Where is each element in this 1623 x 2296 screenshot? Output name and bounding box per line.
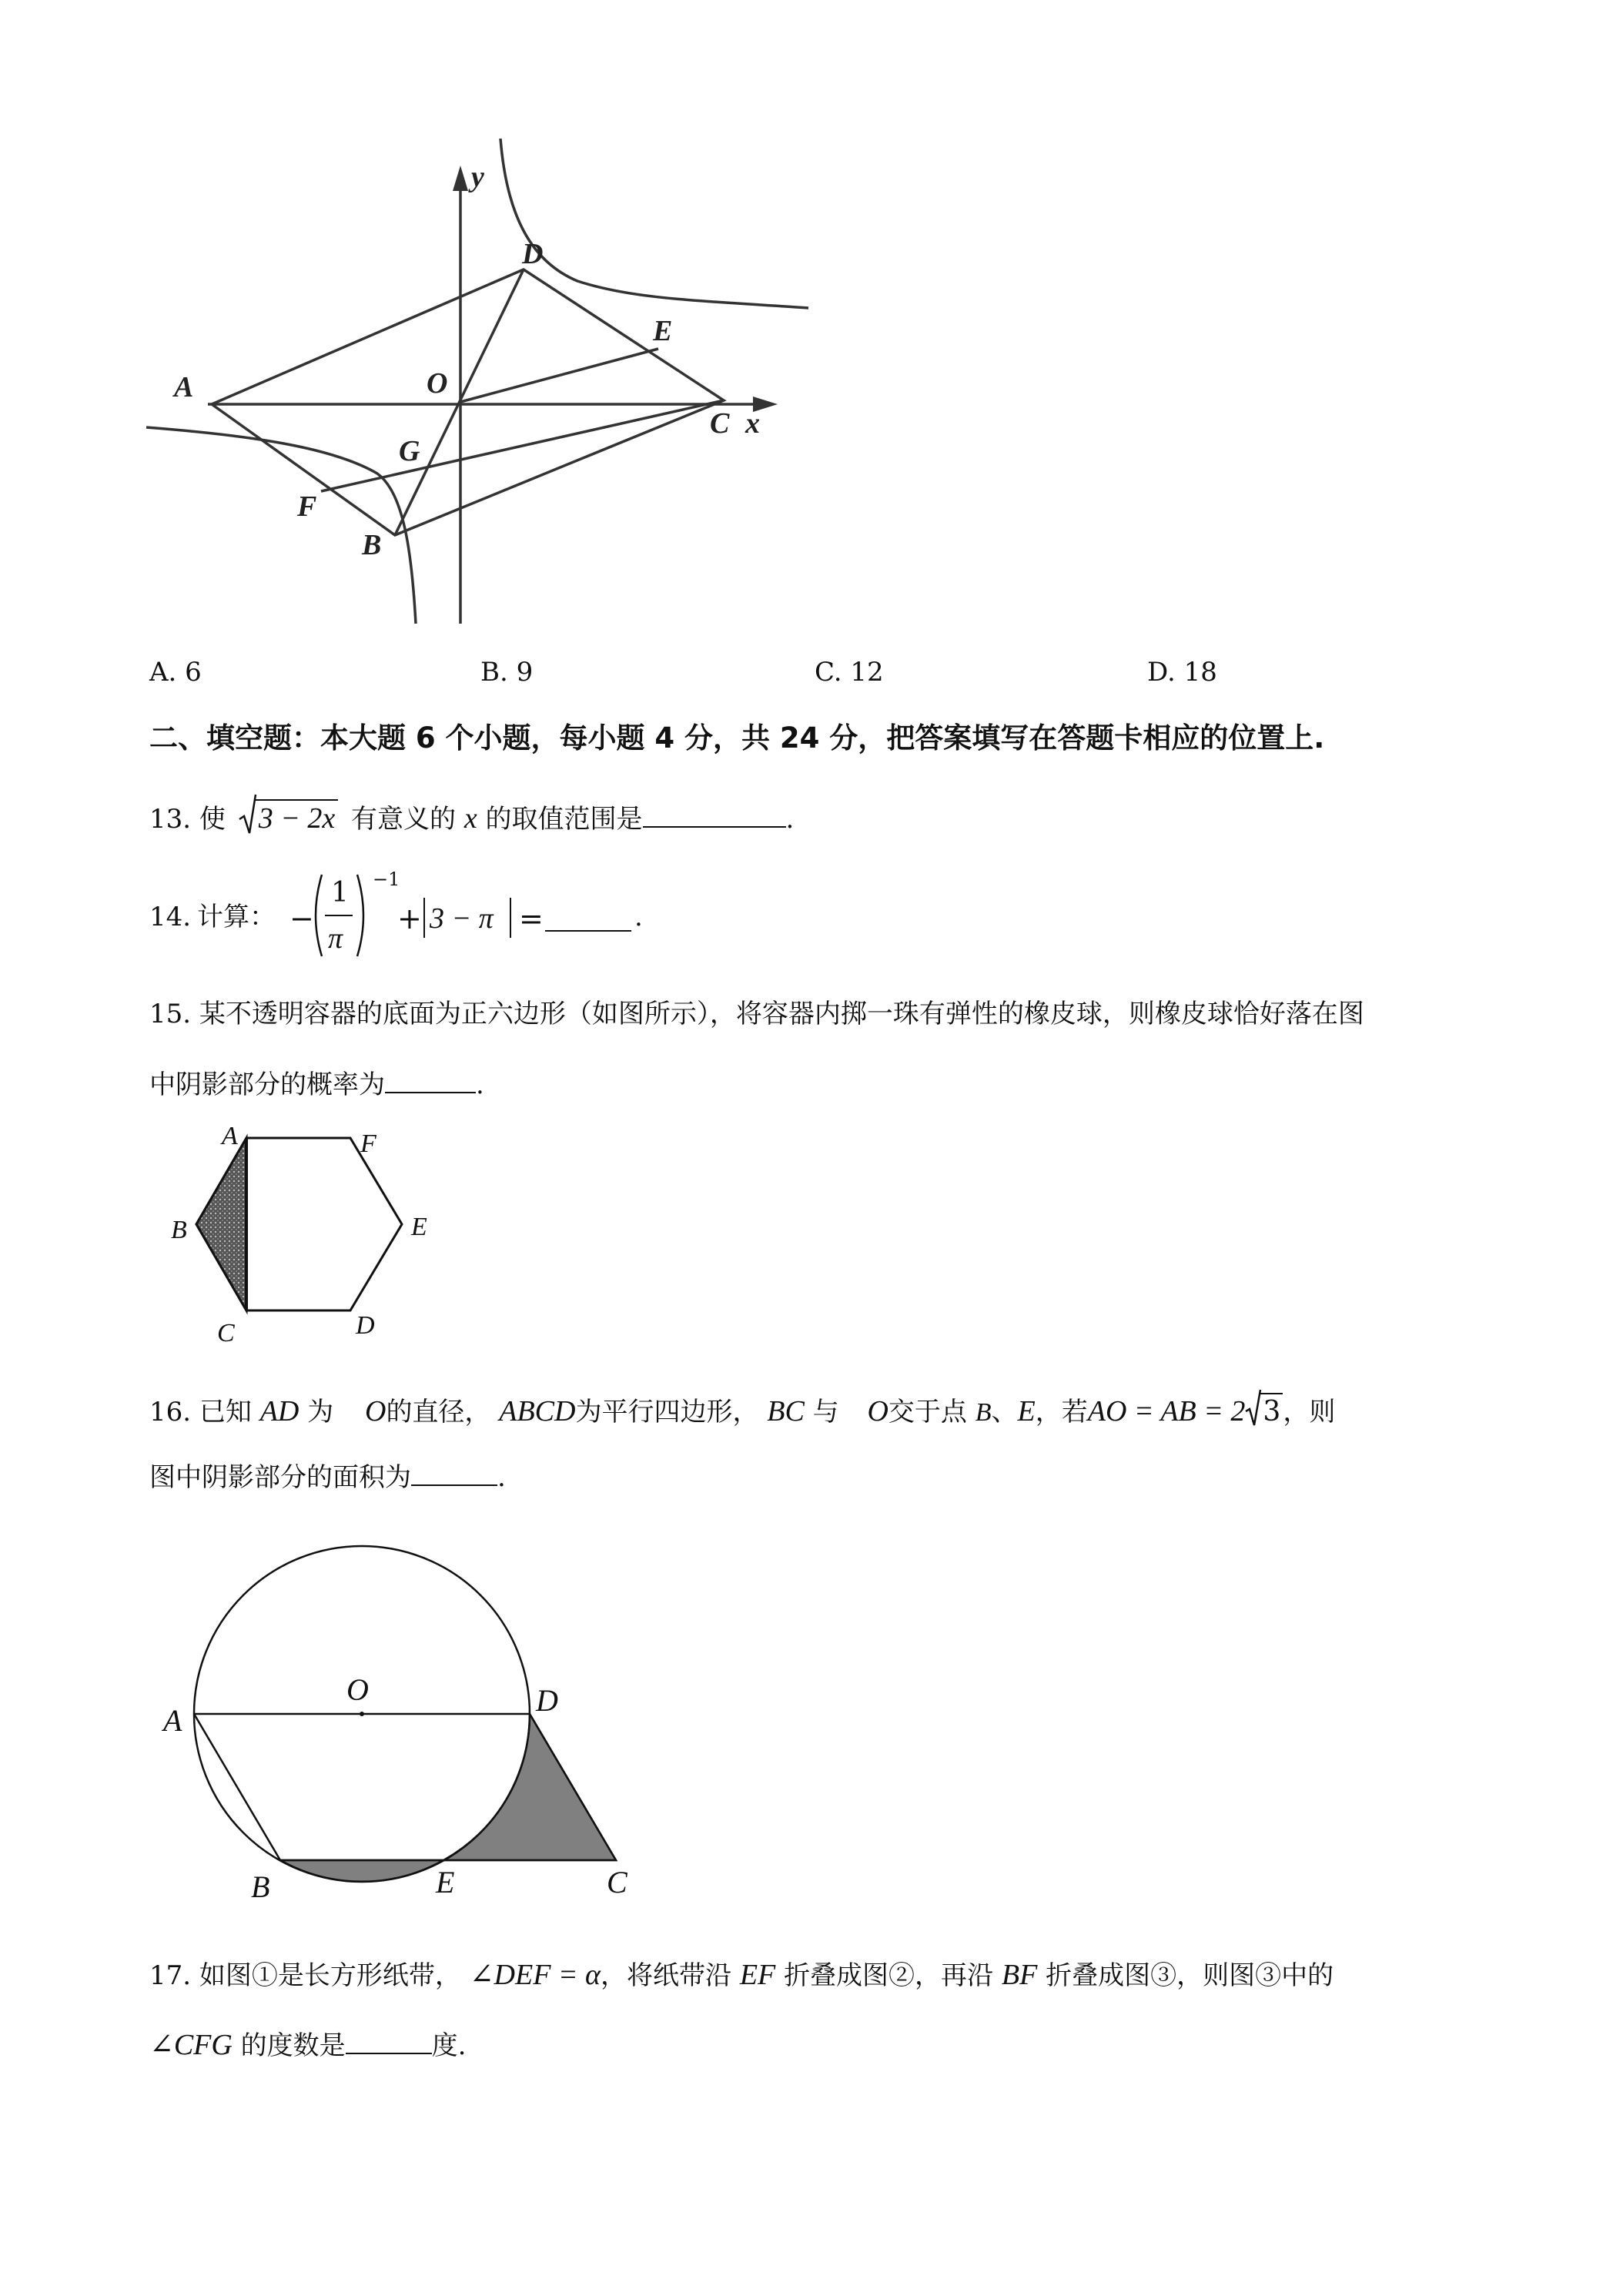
option-d[interactable]: D. 18 (1147, 657, 1217, 688)
q14-minus: − (289, 902, 314, 935)
q13-sqrt (239, 799, 339, 838)
q16-abcd: ABCD (499, 1395, 576, 1427)
q16-t1: 16. 已知 (149, 1397, 252, 1427)
q14-abs-left-bar (423, 898, 425, 938)
q13-number: 13. (149, 804, 192, 835)
q14-equals: = (519, 902, 544, 935)
circle-label-c: C (607, 1865, 627, 1899)
question-17-line2 (149, 2030, 466, 2060)
q16-answer-blank[interactable] (411, 1461, 497, 1486)
radical-sign-icon (1245, 1388, 1262, 1428)
circle-label-o: O (346, 1672, 369, 1707)
q16-sep: 、 (991, 1397, 1018, 1427)
hex-label-a: A (222, 1124, 238, 1150)
q17-ef: EF (739, 1959, 776, 1991)
q17-angle-cfg: ∠CFG (149, 2029, 233, 2061)
q16-sqrt3-radicand: 3 (1260, 1393, 1283, 1427)
q17-t5: 的度数是 (240, 2030, 346, 2061)
question-15-line1: 15. 某不透明容器的底面为正六边形（如图所示），将容器内掷一珠有弹性的橡皮球，则橡皮球恰好落在图 (149, 999, 1364, 1029)
label-g: G (399, 435, 420, 467)
label-d: D (522, 238, 544, 270)
segment-oe (460, 349, 658, 402)
q13-var: x (463, 802, 477, 835)
q14-number: 14. (149, 902, 192, 932)
right-paren-icon (354, 873, 371, 958)
segment-fc (321, 400, 724, 491)
hex-label-e: E (411, 1213, 427, 1241)
q16-t3: 的直径， (386, 1397, 491, 1427)
hex-label-d: D (356, 1311, 375, 1340)
q17-t1: 17. 如图①是长方形纸带， (149, 1960, 461, 1991)
q14-pre: 计算： (197, 902, 276, 932)
q14-end: . (634, 902, 643, 932)
figure-q16-circle (154, 1532, 647, 1909)
circle-label-d: D (536, 1683, 558, 1718)
q13-radicand: 3 − 2x (256, 799, 339, 835)
question-16-line1 (149, 1392, 1335, 1432)
radical-sign-icon (239, 793, 257, 836)
center-dot (360, 1712, 364, 1716)
q17-t2: ，将纸带沿 (601, 1960, 731, 1991)
quadrilateral-abcd (212, 269, 724, 535)
q14-answer-blank[interactable] (545, 907, 631, 932)
q14-frac-num: 1 (331, 877, 349, 909)
label-o: O (427, 367, 448, 400)
q16-line2-text: 图中阴影部分的面积为 (149, 1462, 411, 1493)
q14-abs-right-bar (510, 898, 511, 938)
option-c[interactable]: C. 12 (815, 657, 884, 688)
q16-t7: ，若 (1035, 1397, 1088, 1427)
hex-label-c: C (217, 1319, 235, 1347)
figure-q12-hyperbola (139, 131, 816, 631)
shaded-region-dc (443, 1714, 616, 1860)
q14-frac-bar (325, 915, 353, 916)
circle-label-a: A (163, 1703, 182, 1738)
q16-equation: AO = AB = 2 (1087, 1395, 1246, 1427)
figure-q15-hexagon (154, 1124, 462, 1355)
q17-bf: BF (1001, 1959, 1038, 1991)
hex-label-b: B (171, 1216, 187, 1244)
label-a: A (174, 371, 194, 403)
q17-t6: 度. (431, 2030, 467, 2061)
hex-label-f: F (360, 1130, 376, 1158)
q16-sqrt3 (1245, 1393, 1283, 1431)
q16-bc: BC (767, 1395, 805, 1427)
q16-end: . (497, 1462, 506, 1493)
label-e: E (653, 315, 673, 347)
q17-t3: 折叠成图②，再沿 (784, 1960, 994, 1991)
question-17-line1 (149, 1960, 1334, 1990)
circle-label-b: B (251, 1869, 270, 1904)
label-b: B (362, 529, 382, 561)
q16-t6: 交于点 (888, 1397, 967, 1427)
q16-circle-o-2: O (867, 1395, 888, 1427)
label-x: x (745, 407, 760, 440)
q14-exponent: −1 (373, 869, 400, 890)
q16-point-b: B (975, 1398, 992, 1427)
q16-circle-o: O (364, 1395, 387, 1427)
q16-t4: 为平行四边形， (575, 1397, 759, 1427)
label-y: y (471, 161, 484, 193)
q15-end: . (476, 1069, 484, 1100)
q15-line2-text: 中阴影部分的概率为 (149, 1069, 385, 1100)
q13-end: . (785, 804, 795, 835)
y-axis-arrow (453, 166, 468, 191)
section-2-heading: 二、填空题：本大题 6 个小题，每小题 4 分，共 24 分，把答案填写在答题卡相应的位置上. (149, 721, 1325, 755)
q14-plus: + (397, 902, 422, 935)
q16-t8: ，则 (1283, 1397, 1336, 1427)
hyperbola-branch-lower (146, 427, 416, 624)
question-14 (149, 870, 919, 962)
q16-t5: 与 (812, 1397, 839, 1427)
question-15-line2 (149, 1069, 484, 1098)
q16-ad: AD (259, 1395, 300, 1427)
q13-post: 的取值范围是 (485, 804, 643, 835)
option-a[interactable]: A. 6 (149, 657, 202, 688)
left-paren-icon (308, 873, 325, 958)
q15-answer-blank[interactable] (385, 1069, 476, 1093)
question-16-line2 (149, 1461, 506, 1491)
q13-pre: 使 (199, 804, 226, 835)
q13-answer-blank[interactable] (643, 803, 786, 828)
q17-t4: 折叠成图③，则图③中的 (1046, 1960, 1334, 1991)
q17-angle-def: ∠DEF = α (469, 1959, 601, 1991)
label-f: F (297, 490, 317, 523)
q13-mid: 有意义的 (351, 804, 457, 835)
label-c: C (710, 407, 730, 440)
q17-answer-blank[interactable] (346, 2030, 432, 2054)
question-13 (149, 799, 794, 838)
q16-t2: 为 (307, 1397, 334, 1427)
q14-abs-inner: 3 − π (430, 902, 494, 935)
circle-label-e: E (436, 1865, 455, 1899)
q14-frac-den: π (328, 922, 343, 955)
option-b[interactable]: B. 9 (480, 657, 534, 688)
hyperbola-branch-upper (500, 139, 808, 308)
shaded-triangle-abc (196, 1138, 246, 1310)
q16-point-e: E (1017, 1395, 1036, 1427)
